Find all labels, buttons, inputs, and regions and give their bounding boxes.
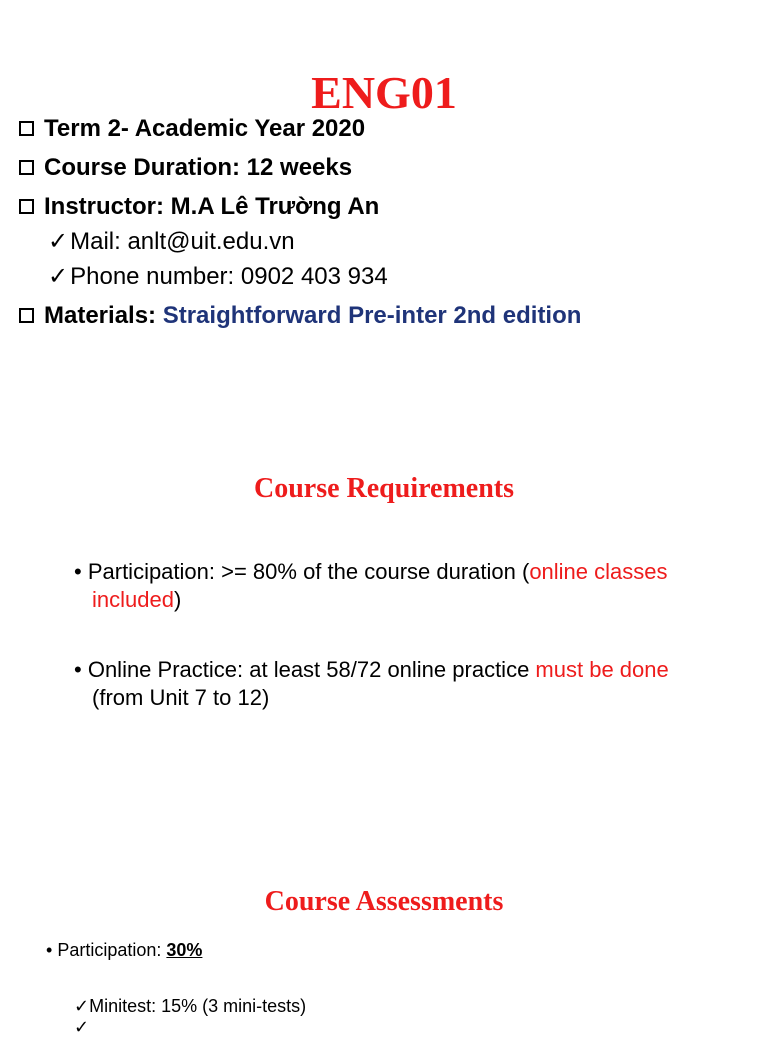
assessment-participation: [46, 939, 202, 961]
mail-item: [48, 227, 295, 257]
checkbox-square-icon: [19, 121, 34, 136]
duration-item: [19, 153, 352, 183]
minitest-text: Minitest: 15% (3 mini-tests): [89, 996, 307, 1016]
materials-item: [19, 301, 581, 331]
check-mark-icon: ✓: [48, 263, 69, 290]
materials-value: Straightforward Pre-inter 2nd edition: [162, 302, 582, 329]
assessment-participation-label: Participation:: [57, 940, 167, 960]
participation-close: ): [173, 587, 182, 612]
materials-label: Materials:: [44, 302, 157, 329]
mail-text: Mail: anlt@uit.edu.vn: [70, 228, 295, 255]
participation-highlight-2: included: [92, 587, 174, 612]
phone-item: [48, 262, 388, 292]
check-mark-icon-partial: ✓: [74, 1017, 90, 1037]
assessment-participation-value: 30%: [166, 940, 203, 960]
practice-text: Online Practice: at least 58/72 online practice: [87, 657, 536, 682]
page-title: ENG01: [311, 67, 457, 118]
term-text: Term 2- Academic Year 2020: [44, 115, 366, 142]
practice-requirement: [74, 656, 669, 684]
phone-text: Phone number: 0902 403 934: [70, 263, 388, 290]
participation-text: Participation: >= 80% of the course duration (: [87, 559, 530, 584]
participation-highlight: online classes: [529, 559, 668, 584]
practice-requirement-cont: (from Unit 7 to 12): [92, 685, 270, 710]
bullet-icon: •: [74, 559, 82, 584]
instructor-item: [19, 192, 379, 222]
check-mark-icon: ✓: [48, 228, 69, 255]
bullet-icon: •: [74, 657, 82, 682]
participation-requirement: [74, 558, 668, 586]
term-item: [19, 114, 365, 144]
practice-highlight: must be done: [535, 657, 669, 682]
assessment-minitest: [74, 995, 306, 1017]
participation-requirement-cont: [92, 586, 181, 614]
requirements-heading: Course Requirements: [253, 473, 514, 504]
duration-text: Course Duration: 12 weeks: [44, 154, 353, 181]
instructor-text: Instructor: M.A Lê Trường An: [44, 193, 380, 220]
check-mark-icon: ✓: [74, 996, 90, 1016]
assessments-heading: Course Assessments: [264, 886, 504, 917]
bullet-icon: •: [46, 940, 53, 960]
checkbox-square-icon: [19, 199, 34, 214]
checkbox-square-icon: [19, 308, 34, 323]
checkbox-square-icon: [19, 160, 34, 175]
